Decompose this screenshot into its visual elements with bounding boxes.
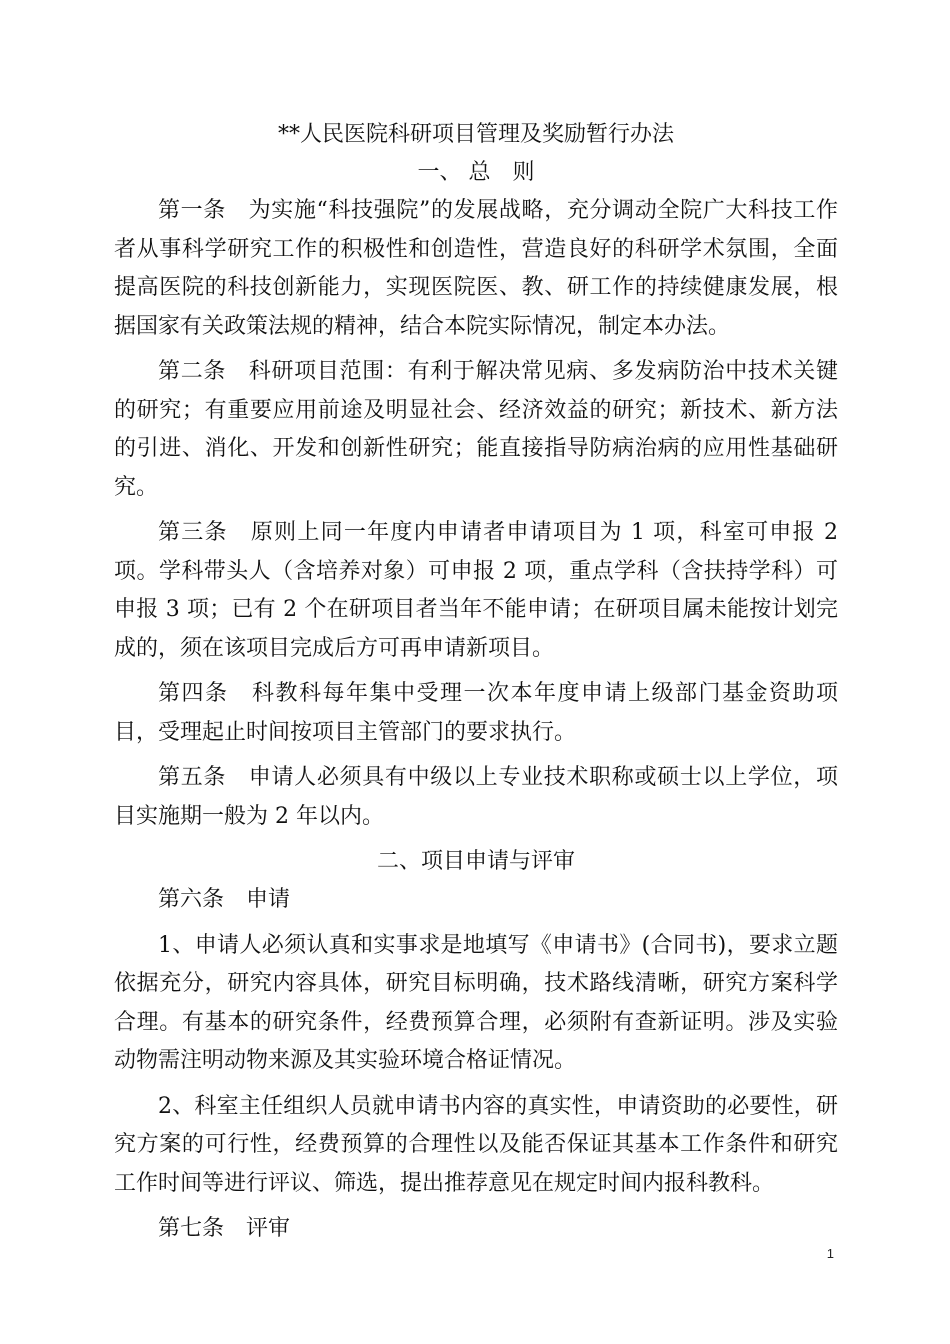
- article-6-item-1: 1、申请人必须认真和实事求是地填写《申请书》(合同书)，要求立题依据充分，研究内容具体，研究目标明确，技术路线清晰，研究方案科学合理。有基本的研究条件，经费预算合理，必须附有查新证明。涉及实验动物需注明动物来源及其实验环境合格证情况。: [114, 932, 838, 1073]
- article-4: 第四条 科教科每年集中受理一次本年度申请上级部门基金资助项目，受理起止时间按项目主管部门的要求执行。: [114, 681, 838, 745]
- document-body: [114, 116, 838, 1256]
- section-heading-application-review: 二、项目申请与评审: [376, 849, 575, 874]
- page-number: 1: [826, 1246, 834, 1261]
- article-6-label: 第六条 申请: [158, 887, 291, 912]
- article-3: 第三条 原则上同一年度内申请者申请项目为 1 项，科室可申报 2 项。学科带头人（含培养对象）可申报 2 项，重点学科（含扶持学科）可申报 3 项；已有 2 个在研项目者当年不能申请；在研项目属未能按计划完成的，须在该项目完成后方可再申请新项目。: [114, 520, 838, 661]
- section-heading-general: 一、 总 则: [417, 160, 535, 185]
- article-5: 第五条 申请人必须具有中级以上专业技术职称或硕士以上学位，项目实施期一般为 2 年以内。: [114, 765, 838, 829]
- article-7-label: 第七条 评审: [158, 1216, 291, 1241]
- document-title: **人民医院科研项目管理及奖励暂行办法: [277, 122, 674, 147]
- article-6-item-2: 2、科室主任组织人员就申请书内容的真实性，申请资助的必要性，研究方案的可行性，经费预算的合理性以及能否保证其基本工作条件和研究工作时间等进行评议、筛选，提出推荐意见在规定时间内报科教科。: [114, 1093, 838, 1196]
- article-2: 第二条 科研项目范围：有利于解决常见病、多发病防治中技术关键的研究；有重要应用前途及明显社会、经济效益的研究；新技术、新方法的引进、消化、开发和创新性研究；能直接指导防病治病的应用性基础研究。: [114, 359, 838, 500]
- article-1: 第一条 为实施“科技强院”的发展战略，充分调动全院广大科技工作者从事科学研究工作的积极性和创造性，营造良好的科研学术氛围，全面提高医院的科技创新能力，实现医院医、教、研工作的持续健康发展，根据国家有关政策法规的精神，结合本院实际情况，制定本办法。: [114, 198, 838, 339]
